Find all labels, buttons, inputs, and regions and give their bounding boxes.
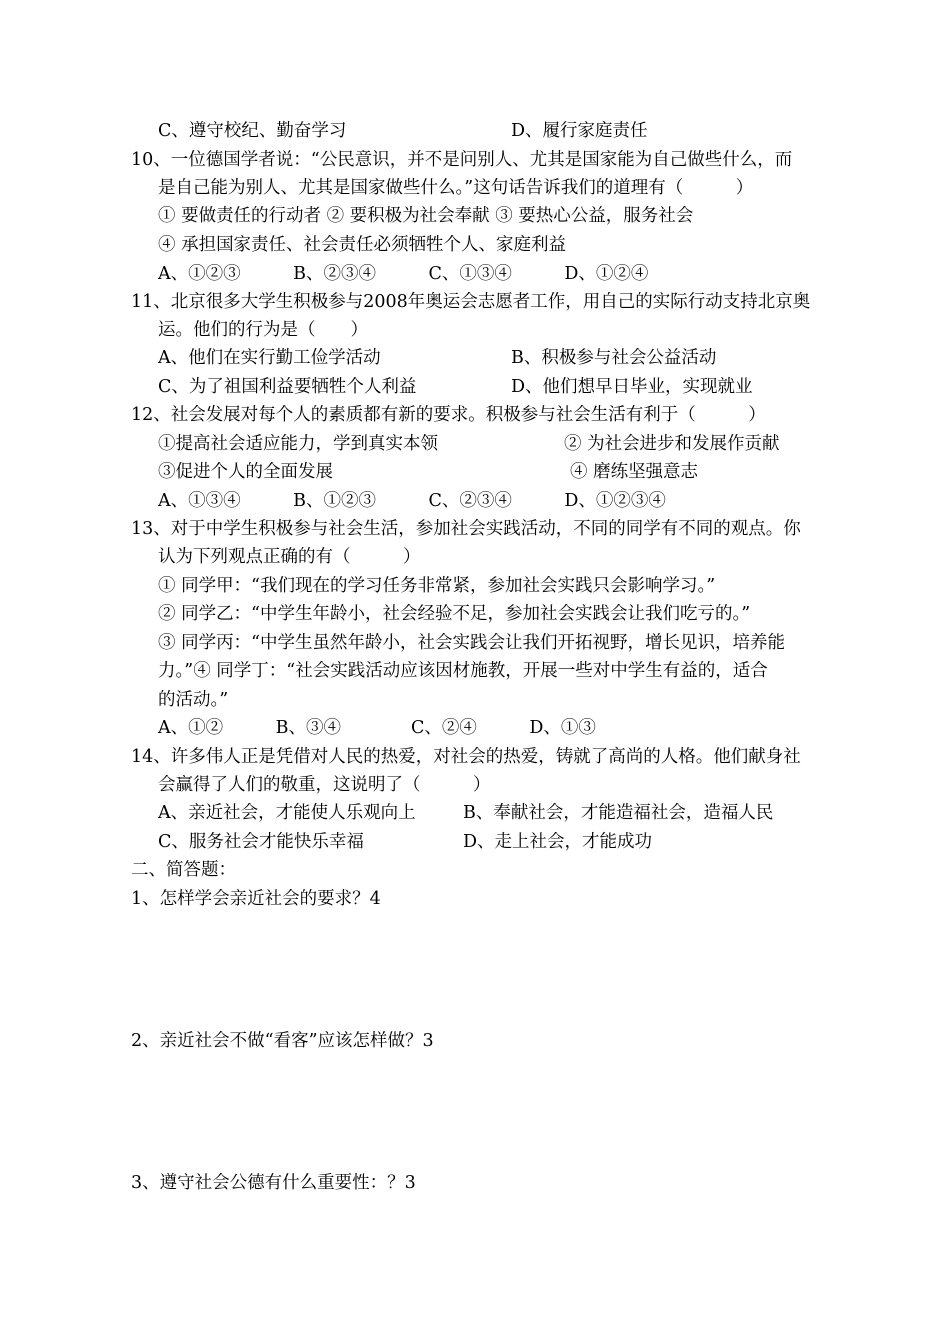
q14-stem-line2: 会赢得了人们的敬重，这说明了（ ） xyxy=(158,775,491,795)
q12-statement-1: ①提高社会适应能力，学到真实本领 xyxy=(158,434,438,454)
q14-option-b: B、奉献社会，才能造福社会，造福人民 xyxy=(463,803,774,823)
q11-option-b: B、积极参与社会公益活动 xyxy=(511,348,717,368)
q9-option-d: D、履行家庭责任 xyxy=(511,121,648,141)
q12-options: A、①③④ B、①②③ C、②③④ D、①②③④ xyxy=(158,491,666,511)
short-answer-3: 3、遵守社会公德有什么重要性：？3 xyxy=(131,1173,416,1193)
q10-statements-1: ① 要做责任的行动者 ② 要积极为社会奉献 ③ 要热心公益，服务社会 xyxy=(158,206,694,226)
q10-statements-2: ④ 承担国家责任、社会责任必须牺牲个人、家庭利益 xyxy=(158,235,567,255)
q14-option-a: A、亲近社会，才能使人乐观向上 xyxy=(158,803,416,823)
q13-statement-4: 力。”④ 同学丁：“社会实践活动应该因材施教，开展一些对中学生有益的，适合 xyxy=(158,661,768,681)
q12-statement-3: ③促进个人的全面发展 xyxy=(158,462,333,482)
q14-stem-line1: 14、许多伟人正是凭借对人民的热爱，对社会的热爱，铸就了高尚的人格。他们献身社 xyxy=(131,747,801,767)
q12-stem: 12、社会发展对每个人的素质都有新的要求。积极参与社会生活有利于（ ） xyxy=(131,405,766,425)
q11-option-a: A、他们在实行勤工俭学活动 xyxy=(158,348,381,368)
q12-statement-2: ② 为社会进步和发展作贡献 xyxy=(564,434,780,454)
q13-options: A、①② B、③④ C、②④ D、①③ xyxy=(158,718,596,738)
q11-stem-line1: 11、北京很多大学生积极参与2008年奥运会志愿者工作，用自己的实际行动支持北京奥 xyxy=(131,292,811,312)
q10-stem-line1: 10、一位德国学者说：“公民意识，并不是问别人、尤其是国家能为自己做些什么，而 xyxy=(131,150,793,170)
q13-stem-line2: 认为下列观点正确的有（ ） xyxy=(158,547,421,567)
q11-option-c: C、为了祖国利益要牺牲个人利益 xyxy=(158,377,417,397)
q13-statement-3: ③ 同学丙：“中学生虽然年龄小，社会实践会让我们开拓视野，增长见识，培养能 xyxy=(158,633,786,653)
q11-stem-line2: 运。他们的行为是（ ） xyxy=(158,320,368,340)
q10-options: A、①②③ B、②③④ C、①③④ D、①②④ xyxy=(158,264,649,284)
section-2-title: 二、简答题： xyxy=(131,860,236,880)
q13-statement-1: ① 同学甲：“我们现在的学习任务非常紧，参加社会实践只会影响学习。” xyxy=(158,576,716,596)
q13-statement-5: 的活动。” xyxy=(158,690,229,710)
q10-stem-line2: 是自己能为别人、尤其是国家做些什么。”这句话告诉我们的道理有（ ） xyxy=(158,178,754,198)
q13-stem-line1: 13、对于中学生积极参与社会生活，参加社会实践活动，不同的同学有不同的观点。你 xyxy=(131,519,801,539)
q13-statement-2: ② 同学乙：“中学生年龄小，社会经验不足，参加社会实践会让我们吃亏的。” xyxy=(158,604,751,624)
short-answer-1: 1、怎样学会亲近社会的要求？4 xyxy=(131,889,381,909)
q12-statement-4: ④ 磨练坚强意志 xyxy=(570,462,699,482)
q14-option-c: C、服务社会才能快乐幸福 xyxy=(158,832,364,852)
short-answer-2: 2、亲近社会不做“看客”应该怎样做？3 xyxy=(131,1031,434,1051)
q9-option-c: C、遵守校纪、勤奋学习 xyxy=(158,121,347,141)
q14-option-d: D、走上社会，才能成功 xyxy=(463,832,653,852)
q11-option-d: D、他们想早日毕业，实现就业 xyxy=(511,377,753,397)
